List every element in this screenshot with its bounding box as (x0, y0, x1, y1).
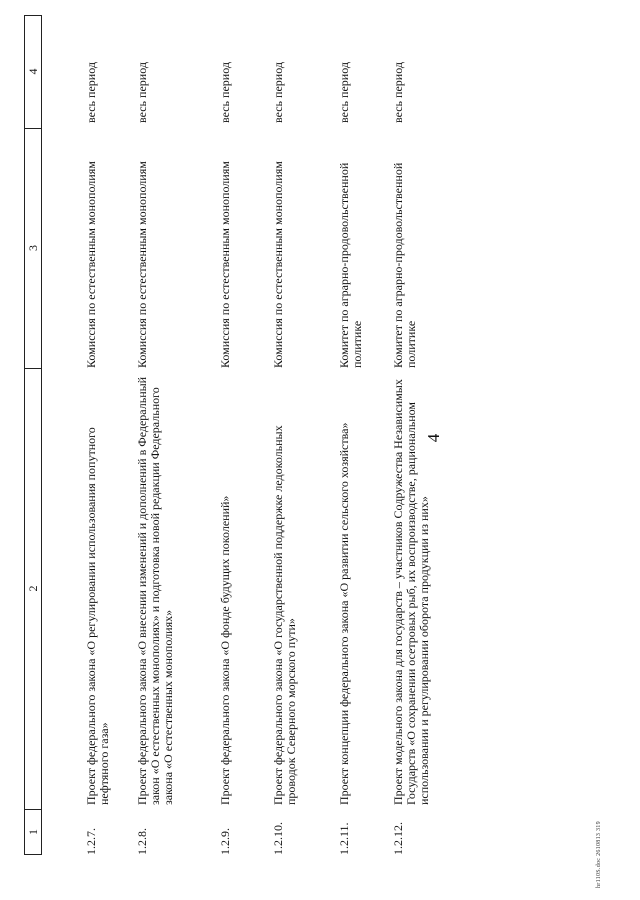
row-number: 1.2.8. (135, 828, 149, 855)
row-document-title: Проект федерального закона «О внесении изменений и дополнений в Федеральный закон «О естественных монополиях» и подготовка новой редакции Федерального закона «О естественных монополиях» (135, 376, 176, 805)
row-document-title: Проект федерального закона «О государственной поддержке ледокольных проводок Северного морского пути» (271, 425, 299, 805)
header-col-3: 3 (25, 128, 41, 369)
row-period: весь период (218, 62, 232, 123)
row-period: весь период (135, 62, 149, 123)
row-number: 1.2.12. (391, 822, 405, 855)
row-number: 1.2.10. (271, 822, 285, 855)
header-col-2: 2 (25, 368, 41, 810)
row-period: весь период (271, 62, 285, 123)
row-period: весь период (84, 62, 98, 123)
table-header (24, 15, 42, 855)
row-responsible: Комиссия по естественным монополиям (135, 161, 149, 368)
row-document-title: Проект федерального закона «О регулировании использования попутного нефтяного газа» (84, 427, 112, 805)
row-period: весь период (337, 62, 351, 123)
page-number: 4 (424, 433, 443, 443)
footer-document-code: hr110S.doc 2610813 319 (596, 821, 602, 888)
row-responsible: Комитет по аграрно-продовольственной политике (391, 162, 419, 368)
row-number: 1.2.7. (84, 828, 98, 855)
row-responsible: Комитет по аграрно-продовольственной политике (337, 162, 365, 368)
row-responsible: Комиссия по естественным монополиям (84, 161, 98, 368)
row-period: весь период (391, 62, 405, 123)
row-document-title: Проект концепции федерального закона «О развитии сельского хозяйства» (337, 422, 351, 805)
header-col-4: 4 (25, 15, 41, 129)
row-responsible: Комиссия по естественным монополиям (218, 161, 232, 368)
row-document-title: Проект федерального закона «О фонде будущих поколений» (218, 495, 232, 805)
row-number: 1.2.11. (337, 822, 351, 855)
header-col-1: 1 (26, 829, 40, 835)
row-responsible: Комиссия по естественным монополиям (271, 161, 285, 368)
row-document-title: Проект модельного закона для государств – участников Содружества Независимых Государств «О сохранении осетровых рыб, их воспроизводстве, рациональном использовании и регулировании оборота продукции из них» (391, 379, 432, 805)
row-number: 1.2.9. (218, 828, 232, 855)
